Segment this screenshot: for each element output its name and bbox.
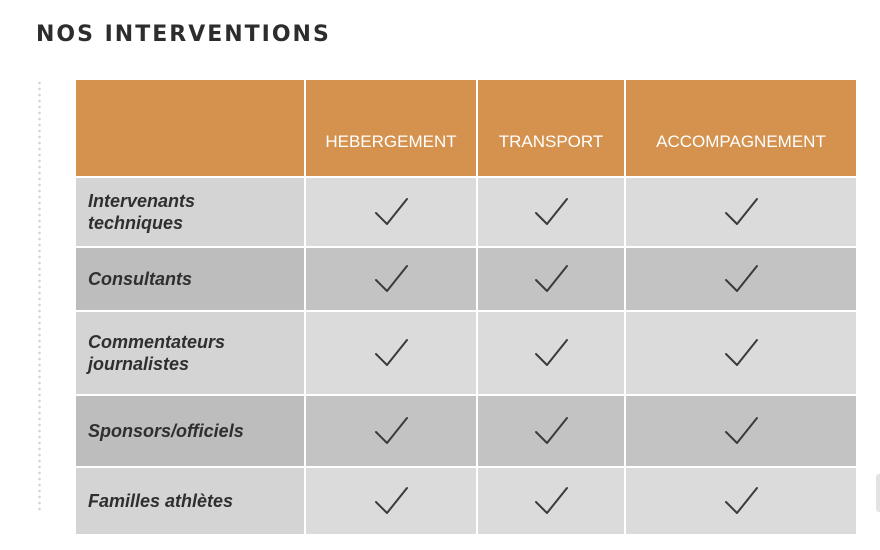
row-label: Commentateurs journalistes — [88, 332, 226, 374]
header-hebergement: HEBERGEMENT — [304, 80, 476, 178]
row-label-cell — [76, 178, 304, 248]
checkmark-icon — [533, 197, 569, 227]
check-cell — [476, 312, 624, 396]
row-label: Intervenants techniques — [88, 191, 196, 233]
interventions-table — [76, 80, 856, 536]
header-transport: TRANSPORT — [476, 80, 624, 178]
check-cell — [304, 468, 476, 536]
checkmark-icon — [723, 264, 759, 294]
check-cell — [304, 178, 476, 248]
header-accompagnement: ACCOMPAGNEMENT — [624, 80, 856, 178]
row-label-cell — [76, 312, 304, 396]
row-label-cell — [76, 248, 304, 312]
checkmark-icon — [373, 416, 409, 446]
check-cell — [476, 248, 624, 312]
table-row — [76, 468, 856, 536]
table-row — [76, 248, 856, 312]
row-label: Consultants — [88, 269, 193, 289]
table-row — [76, 178, 856, 248]
checkmark-icon — [533, 416, 569, 446]
check-cell — [476, 178, 624, 248]
row-label-cell — [76, 396, 304, 468]
checkmark-icon — [533, 264, 569, 294]
checkmark-icon — [373, 338, 409, 368]
row-label-cell — [76, 468, 304, 536]
check-cell — [304, 396, 476, 468]
row-label: Sponsors/officiels — [88, 421, 244, 441]
checkmark-icon — [373, 486, 409, 516]
check-cell — [476, 396, 624, 468]
side-tab-edge — [876, 474, 880, 512]
check-cell — [304, 312, 476, 396]
checkmark-icon — [533, 338, 569, 368]
check-cell — [304, 248, 476, 312]
check-cell — [624, 248, 856, 312]
row-label: Familles athlètes — [88, 491, 234, 511]
checkmark-icon — [723, 486, 759, 516]
checkmark-icon — [533, 486, 569, 516]
check-cell — [624, 312, 856, 396]
table-row — [76, 312, 856, 396]
header-empty — [76, 80, 304, 178]
checkmark-icon — [723, 197, 759, 227]
checkmark-icon — [373, 197, 409, 227]
section-title: NOS INTERVENTIONS — [36, 22, 331, 47]
check-cell — [624, 396, 856, 468]
checkmark-icon — [723, 416, 759, 446]
dotted-divider — [38, 80, 41, 512]
check-cell — [624, 468, 856, 536]
check-cell — [476, 468, 624, 536]
check-cell — [624, 178, 856, 248]
checkmark-icon — [373, 264, 409, 294]
checkmark-icon — [723, 338, 759, 368]
table-header-row — [76, 80, 856, 178]
table-row — [76, 396, 856, 468]
